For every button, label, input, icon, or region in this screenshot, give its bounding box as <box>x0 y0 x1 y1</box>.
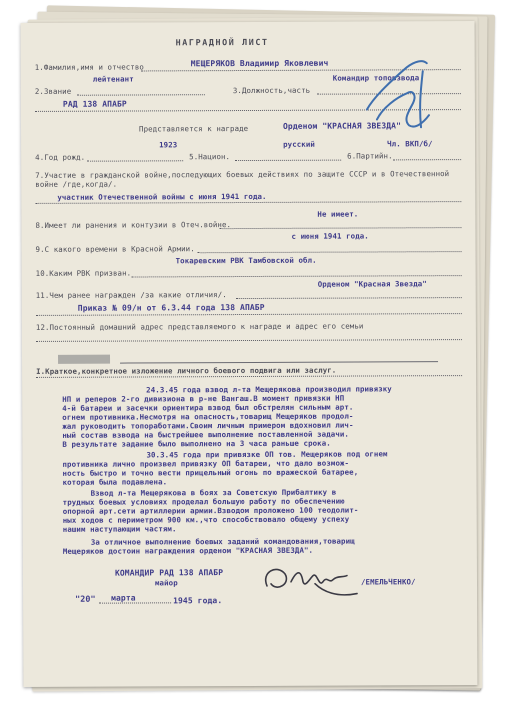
date-day: "20" <box>75 593 96 604</box>
dotted-line <box>99 602 171 603</box>
field-7-value: участник Отечественной войны с июня 1941 года. <box>57 191 267 202</box>
field-9-label: 9.С какого времени в Красной Армии. <box>35 244 195 254</box>
field-11-label: 11.Чем ранее награжден /за какие отличия/. <box>35 290 227 300</box>
field-12-label: 12.Постоянный домашний адрес представляемого к награде и адрес его семьи <box>35 321 364 332</box>
field-6-value: Чл. ВКП/б/ <box>387 139 433 149</box>
field-1-value: МЕЩЕРЯКОВ Владимир Яковлевич <box>190 58 329 69</box>
narrative-line: Взвод л-та Мещерякова в боях за Советскую Прибалтику в <box>90 487 337 498</box>
date-month: марта <box>111 593 136 603</box>
field-1-label: 1.Фамилия,имя и отчество <box>34 62 144 72</box>
narrative-line: нашим наступающим частям. <box>62 524 177 534</box>
field-11-order: Приказ № 09/н от 6.3.44 года 138 АПАБР <box>77 302 265 313</box>
dotted-line <box>235 160 341 161</box>
signature-role: КОМАНДИР РАД 138 АПАБР <box>114 568 224 578</box>
field-6-label: 6.Партийн. <box>347 151 393 161</box>
presented-label: Представляется к награде <box>138 124 249 134</box>
narrative-line: В результате задание было выполнено на 3 часа раньше срока. <box>62 438 331 449</box>
narrative-line: огнем противника.Несмотря на опасность,товарищ Мещеряков продол- <box>62 411 354 422</box>
pencil-annotation <box>353 49 447 141</box>
signature-name: /ЕМЕЛЬЧЕНКО/ <box>360 577 416 587</box>
field-5-label: 5.Национ. <box>189 152 231 162</box>
narrative-line: которая была подавлена. <box>62 477 168 487</box>
field-7-label: 7.Участие в гражданской войне,последующих боевых действиях по защите СССР и в Отечественной войне /где,когда/. <box>35 169 450 189</box>
signature-rank: майор <box>154 578 178 588</box>
dotted-line <box>36 339 462 342</box>
dotted-line <box>77 94 205 96</box>
handwritten-signature <box>257 557 369 603</box>
award-value: Орденом "КРАСНАЯ ЗВЕЗДА" <box>282 121 402 131</box>
narrative-line: ных ходов с периметром 900 км.,что способствовало общему успеху <box>62 514 350 525</box>
dotted-line <box>87 160 183 161</box>
narrative-line: жал руководить топоработами.Своим личным примером вдохновил лич- <box>62 420 354 431</box>
dotted-line <box>236 297 462 299</box>
field-3-label: 3.Должность,часть <box>232 85 311 96</box>
field-2-value: лейтенант <box>92 74 134 84</box>
field-10-value: Токаревским РВК Тамбовской обл. <box>175 255 317 266</box>
field-11-value: Орденом "Красная Звезда" <box>317 279 427 289</box>
narrative-line: ный состав взвода на быстрейшее выполнение поставленной задачи. <box>62 429 349 440</box>
field-9-value: с июня 1941 года. <box>291 231 369 241</box>
dotted-line <box>36 313 462 316</box>
field-10-label: 10.Каким РВК призван. <box>35 268 132 278</box>
narrative-line: противника лично произвел привязку ОП батареи, что дало возмож- <box>62 458 350 469</box>
field-3-unit: РАД 138 АПАБР <box>62 99 127 109</box>
field-2-label: 2.Звание <box>34 86 72 96</box>
narrative-line: 4-й батареи и засечки ориентира взвод был обстрелян сильным арт. <box>62 402 354 413</box>
field-8-label: 8.Имеет ли ранения и контузии в Отеч.войне. <box>35 220 232 230</box>
field-4-label: 4.Год рожд. <box>35 152 86 162</box>
narrative-line: ность быстро и точно вести прицельный огонь по вражеской батарее, <box>62 467 359 478</box>
field-3-value: Командир топовзвода <box>332 73 420 83</box>
narrative-line: Мещеряков достоин награждения орденом "КРАСНАЯ ЗВЕЗДА". <box>62 545 314 556</box>
award-sheet <box>21 21 478 687</box>
field-5-value: русский <box>283 139 315 149</box>
narrative-line: трудных боевых условиях проделал большую работу по обеспечению <box>62 496 345 507</box>
field-4-value: 1923 <box>159 140 178 150</box>
narrative-line: За отличное выполнение боевых заданий командования,товарищ <box>90 536 355 547</box>
narrative-line: НП и реперов 2-го дивизиона в р-не Вангаш.В момент привязки НП <box>62 393 345 404</box>
narrative-line: опорной арт.сети артиллерии армии.Взводом проложено 100 теодолит- <box>62 505 359 516</box>
dotted-line <box>198 251 462 253</box>
dotted-line <box>393 159 461 160</box>
dotted-line <box>219 227 461 229</box>
field-8-value: Не имеет. <box>317 209 359 219</box>
document-title: НАГРАДНОЙ ЛИСТ <box>175 36 269 48</box>
narrative-line: 24.3.45 года взвод л-та Мещерякова производил привязку <box>146 384 392 395</box>
dotted-line <box>132 275 462 277</box>
section-title: I.Краткое,конкретное изложение личного боевого подвига или заслуг. <box>36 365 337 376</box>
section-rule <box>120 361 438 363</box>
redaction-mark <box>58 355 110 364</box>
date-year: 1945 года. <box>173 596 223 606</box>
narrative-line: 30.3.45 года при привязке ОП тов. Мещеряков под огнем <box>146 449 388 460</box>
